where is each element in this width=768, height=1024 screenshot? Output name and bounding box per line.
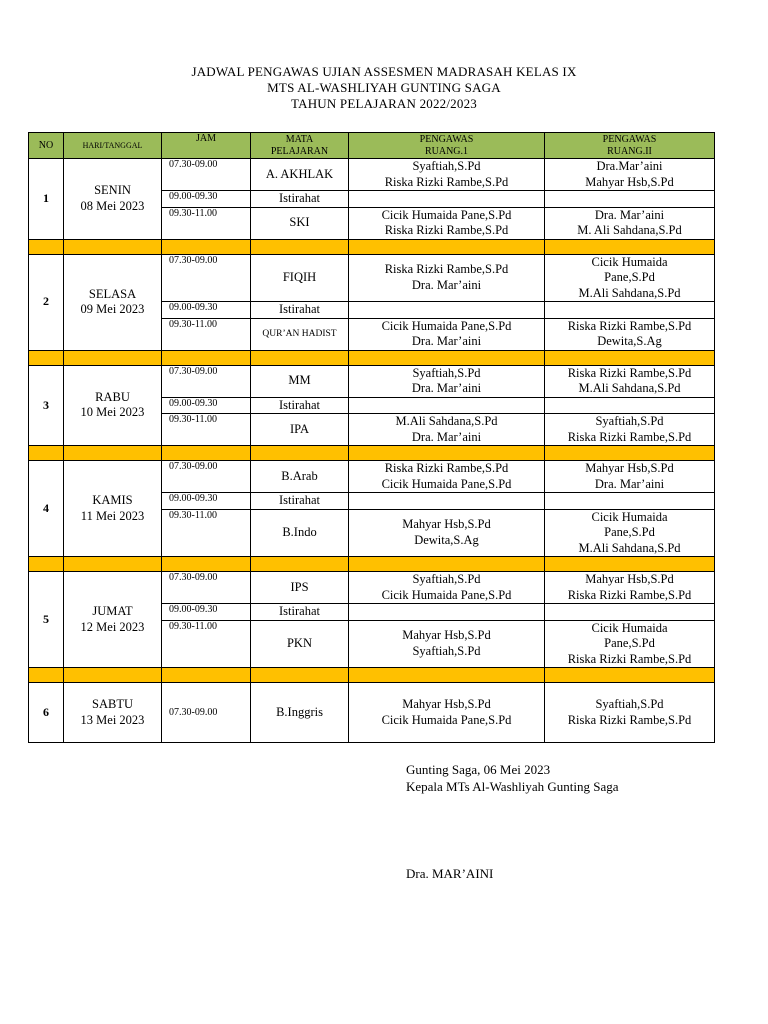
schedule-table (28, 132, 715, 743)
exam-date: 10 Mei 2023 (80, 405, 145, 420)
day-name: JUMAT (92, 604, 133, 618)
signer-position: Kepala MTs Al-Washliyah Gunting Saga (406, 779, 619, 794)
room2-supervisors (545, 461, 715, 493)
separator-cell (29, 239, 64, 254)
day-name: SABTU (92, 697, 133, 711)
day-name: SENIN (94, 183, 131, 198)
table-header-row (29, 133, 715, 159)
supervisor-name: Dra. Mar’aini (594, 207, 665, 222)
room2-supervisors (545, 572, 715, 604)
room1-supervisors (349, 572, 545, 604)
subject-name: B.Inggris (251, 683, 349, 743)
col-no-header: NO (29, 133, 64, 159)
supervisor-name: Syaftiah,S.Pd (412, 643, 481, 658)
day-number: 4 (29, 461, 64, 557)
col-ruang2-header-line2: RUANG.II (607, 145, 652, 157)
room1-supervisors (349, 207, 545, 239)
separator-cell (251, 239, 349, 254)
day-date (64, 159, 162, 240)
col-hari-header: HARI/TANGGAL (64, 133, 162, 159)
supervisor-name: Riska Rizki Rambe,S.Pd (384, 262, 509, 277)
room2-supervisors (545, 620, 715, 668)
col-ruang2-header (545, 133, 715, 159)
supervisor-name: Cicik Humaida (591, 254, 668, 269)
room1-supervisors (349, 318, 545, 350)
room1-supervisors (349, 461, 545, 493)
supervisor-name: Syaftiah,S.Pd (412, 572, 481, 586)
supervisor-name: Dra. Mar’aini (411, 334, 482, 348)
time-slot: 09.30-11.00 (162, 207, 251, 239)
col-ruang1-header (349, 133, 545, 159)
room2-supervisors (545, 493, 715, 510)
supervisor-name: Mahyar Hsb,S.Pd (585, 174, 674, 189)
separator-cell (64, 239, 162, 254)
separator-cell (162, 668, 251, 683)
separator-cell (29, 350, 64, 365)
separator-cell (251, 557, 349, 572)
day-separator (29, 446, 715, 461)
room1-supervisors (349, 414, 545, 446)
room1-supervisors (349, 620, 545, 668)
separator-cell (29, 446, 64, 461)
day-separator (29, 350, 715, 365)
separator-cell (545, 557, 715, 572)
supervisor-name: Mahyar Hsb,S.Pd (402, 697, 491, 711)
supervisor-name: Riska Rizki Rambe,S.Pd (567, 429, 692, 444)
subject-name: IPA (251, 414, 349, 446)
separator-cell (251, 350, 349, 365)
supervisor-name: Riska Rizki Rambe,S.Pd (567, 365, 692, 380)
exam-date: 11 Mei 2023 (80, 508, 145, 523)
room2-supervisors (545, 191, 715, 208)
signer-name: Dra. MAR’AINI (406, 866, 494, 881)
day-number: 5 (29, 572, 64, 668)
supervisor-name: Dra. Mar’aini (594, 476, 665, 491)
break-label: Istirahat (251, 493, 349, 510)
day-separator (29, 668, 715, 683)
room2-supervisors (545, 683, 715, 743)
separator-cell (349, 668, 545, 683)
room2-supervisors (545, 302, 715, 319)
separator-cell (251, 446, 349, 461)
exam-date: 12 Mei 2023 (80, 619, 145, 634)
col-ruang1-header-line1: PENGAWAS (419, 133, 474, 145)
day-separator (29, 557, 715, 572)
room1-supervisors (349, 683, 545, 743)
table-row (29, 683, 715, 743)
supervisor-name: Mahyar Hsb,S.Pd (402, 517, 491, 532)
separator-cell (162, 239, 251, 254)
subject-name: MM (251, 365, 349, 397)
supervisor-name: Syaftiah,S.Pd (595, 414, 664, 428)
supervisor-name: Mahyar Hsb,S.Pd (585, 572, 674, 586)
subject-name: QUR’AN HADIST (251, 318, 349, 350)
place-date: Gunting Saga, 06 Mei 2023 (406, 762, 551, 777)
day-number: 6 (29, 683, 64, 743)
supervisor-name: Dewita,S.Ag (597, 334, 662, 348)
room2-supervisors (545, 397, 715, 414)
separator-cell (64, 557, 162, 572)
room2-supervisors (545, 414, 715, 446)
supervisor-name: Dra. Mar’aini (411, 429, 482, 444)
time-slot: 09.00-09.30 (162, 191, 251, 208)
break-label: Istirahat (251, 302, 349, 319)
col-jam-header: JAM (162, 133, 251, 159)
room1-supervisors (349, 509, 545, 557)
time-slot: 07.30-09.00 (162, 683, 251, 743)
separator-cell (349, 239, 545, 254)
supervisor-name: Dra. Mar’aini (411, 381, 482, 395)
time-slot: 09.30-11.00 (162, 318, 251, 350)
separator-cell (545, 239, 715, 254)
supervisor-name: Dewita,S.Ag (414, 532, 479, 547)
subject-name: B.Indo (251, 509, 349, 557)
room2-supervisors (545, 254, 715, 302)
supervisor-name: Syaftiah,S.Pd (412, 365, 481, 380)
room1-supervisors (349, 254, 545, 302)
room1-supervisors (349, 159, 545, 191)
separator-cell (29, 668, 64, 683)
supervisor-name: Cicik Humaida Pane,S.Pd (381, 207, 512, 222)
supervisor-name: Mahyar Hsb,S.Pd (402, 628, 491, 643)
exam-date: 13 Mei 2023 (80, 712, 145, 727)
room2-supervisors (545, 207, 715, 239)
col-mapel-header (251, 133, 349, 159)
col-ruang1-header-line2: RUANG.1 (424, 145, 469, 157)
separator-cell (162, 557, 251, 572)
separator-cell (349, 557, 545, 572)
day-number: 3 (29, 365, 64, 446)
exam-date: 09 Mei 2023 (80, 302, 145, 316)
academic-year: TAHUN PELAJARAN 2022/2023 (291, 96, 477, 111)
supervisor-name: Riska Rizki Rambe,S.Pd (384, 174, 509, 189)
room1-supervisors (349, 191, 545, 208)
supervisor-name: Pane,S.Pd (604, 525, 655, 539)
room1-supervisors (349, 397, 545, 414)
supervisor-name: Cicik Humaida Pane,S.Pd (381, 587, 512, 602)
separator-cell (29, 557, 64, 572)
table-row (29, 461, 715, 493)
day-number: 2 (29, 254, 64, 350)
separator-cell (64, 446, 162, 461)
time-slot: 09.30-11.00 (162, 620, 251, 668)
separator-cell (545, 668, 715, 683)
time-slot: 07.30-09.00 (162, 572, 251, 604)
supervisor-name: M. Ali Sahdana,S.Pd (577, 223, 682, 237)
exam-date: 08 Mei 2023 (80, 198, 145, 213)
time-slot: 07.30-09.00 (162, 461, 251, 493)
subject-name: FIQIH (251, 254, 349, 302)
table-row (29, 365, 715, 397)
separator-cell (64, 668, 162, 683)
supervisor-name: Syaftiah,S.Pd (412, 159, 481, 173)
col-mapel-header-line1: MATA (285, 133, 314, 145)
col-ruang2-header-line1: PENGAWAS (602, 133, 657, 145)
time-slot: 09.00-09.30 (162, 302, 251, 319)
subject-name: PKN (251, 620, 349, 668)
room1-supervisors (349, 365, 545, 397)
school-name: MTS AL-WASHLIYAH GUNTING SAGA (267, 80, 501, 95)
supervisor-name: Dra. Mar’aini (411, 277, 482, 292)
separator-cell (545, 446, 715, 461)
separator-cell (64, 350, 162, 365)
supervisor-name: Cicik Humaida Pane,S.Pd (381, 476, 512, 491)
supervisor-name: Pane,S.Pd (604, 270, 655, 284)
supervisor-name: M.Ali Sahdana,S.Pd (578, 381, 681, 395)
separator-cell (162, 350, 251, 365)
break-label: Istirahat (251, 397, 349, 414)
supervisor-name: Riska Rizki Rambe,S.Pd (567, 318, 692, 333)
subject-name: A. AKHLAK (251, 159, 349, 191)
separator-cell (349, 446, 545, 461)
day-number: 1 (29, 159, 64, 240)
separator-cell (162, 446, 251, 461)
time-slot: 07.30-09.00 (162, 254, 251, 302)
day-date (64, 572, 162, 668)
table-row (29, 159, 715, 191)
subject-name: SKI (251, 207, 349, 239)
supervisor-name: Riska Rizki Rambe,S.Pd (567, 651, 692, 666)
time-slot: 09.00-09.30 (162, 397, 251, 414)
break-label: Istirahat (251, 191, 349, 208)
separator-cell (349, 350, 545, 365)
room2-supervisors (545, 604, 715, 621)
col-mapel-header-line2: PELAJARAN (270, 145, 329, 157)
day-date (64, 461, 162, 557)
room1-supervisors (349, 302, 545, 319)
room2-supervisors (545, 318, 715, 350)
subject-name: IPS (251, 572, 349, 604)
day-date (64, 365, 162, 446)
day-date (64, 254, 162, 350)
room2-supervisors (545, 365, 715, 397)
supervisor-name: Riska Rizki Rambe,S.Pd (384, 461, 509, 475)
day-name: KAMIS (92, 493, 133, 507)
supervisor-name: M.Ali Sahdana,S.Pd (395, 414, 498, 428)
day-separator (29, 239, 715, 254)
supervisor-name: Riska Rizki Rambe,S.Pd (384, 223, 509, 237)
separator-cell (251, 668, 349, 683)
separator-cell (545, 350, 715, 365)
supervisor-name: M.Ali Sahdana,S.Pd (578, 540, 681, 555)
break-label: Istirahat (251, 604, 349, 621)
room2-supervisors (545, 509, 715, 557)
supervisor-name: M.Ali Sahdana,S.Pd (578, 285, 681, 300)
room2-supervisors (545, 159, 715, 191)
supervisor-name: Cicik Humaida (591, 620, 668, 635)
time-slot: 09.00-09.30 (162, 493, 251, 510)
supervisor-name: Riska Rizki Rambe,S.Pd (567, 712, 692, 727)
table-row (29, 572, 715, 604)
supervisor-name: Pane,S.Pd (604, 636, 655, 650)
time-slot: 07.30-09.00 (162, 159, 251, 191)
time-slot: 09.30-11.00 (162, 509, 251, 557)
time-slot: 09.00-09.30 (162, 604, 251, 621)
supervisor-name: Riska Rizki Rambe,S.Pd (567, 587, 692, 602)
table-row (29, 254, 715, 302)
supervisor-name: Cicik Humaida (591, 509, 668, 524)
room1-supervisors (349, 493, 545, 510)
time-slot: 09.30-11.00 (162, 414, 251, 446)
supervisor-name: Syaftiah,S.Pd (595, 697, 664, 711)
room1-supervisors (349, 604, 545, 621)
supervisor-name: Cicik Humaida Pane,S.Pd (381, 712, 512, 727)
day-date (64, 683, 162, 743)
day-name: RABU (95, 389, 130, 404)
supervisor-name: Dra.Mar’aini (596, 159, 663, 173)
supervisor-name: Cicik Humaida Pane,S.Pd (381, 318, 512, 333)
document-title: JADWAL PENGAWAS UJIAN ASSESMEN MADRASAH KELAS IX (191, 64, 577, 79)
supervisor-name: Mahyar Hsb,S.Pd (585, 461, 674, 475)
subject-name: B.Arab (251, 461, 349, 493)
time-slot: 07.30-09.00 (162, 365, 251, 397)
day-name: SELASA (88, 286, 137, 301)
